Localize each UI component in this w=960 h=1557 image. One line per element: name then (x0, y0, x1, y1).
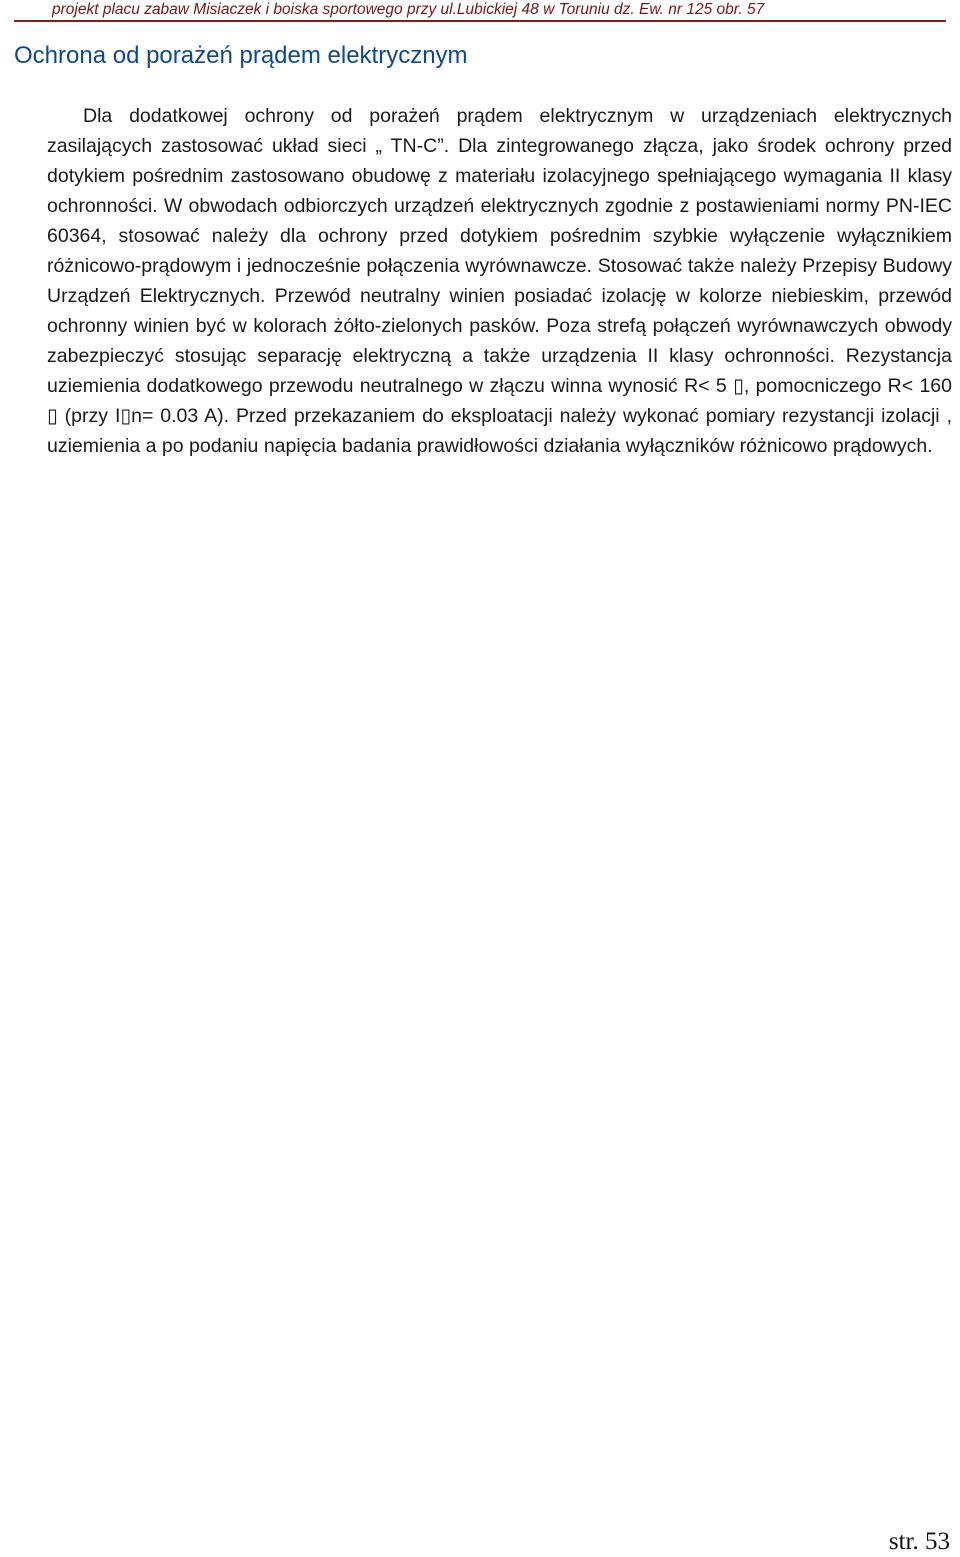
header-divider (14, 20, 946, 22)
page-number: str. 53 (888, 1528, 950, 1555)
body-paragraph: Dla dodatkowej ochrony od porażeń prądem elektrycznym w urządzeniach elektrycznych zasilających zastosować układ sieci „ TN-C”. Dla zintegrowanego złącza, jako środek ochrony przed dotykiem pośrednim zastosowano obudowę z materiału izolacyjnego spełniającego wymagania II klasy ochronności. W obwodach odbiorczych urządzeń elektrycznych zgodnie z postawieniami normy PN-IEC 60364, stosować należy dla ochrony przed dotykiem pośrednim szybkie wyłączenie wyłącznikiem różnicowo-prądowym i jednocześnie połączenia wyrównawcze. Stosować także należy Przepisy Budowy Urządzeń Elektrycznych. Przewód neutralny winien posiadać izolację w kolorze niebieskim, przewód ochronny winien być w kolorach żółto-zielonych pasków. Poza strefą połączeń wyrównawczych obwody zabezpieczyć stosując separację elektryczną a także urządzenia II klasy ochronności. Rezystancja uziemienia dodatkowego przewodu neutralnego w złączu winna wynosić R< 5 ▯, pomocniczego R< 160 ▯ (przy I▯n= 0.03 A). Przed przekazaniem do eksploatacji należy wykonać pomiary rezystancji izolacji , uziemienia a po podaniu napięcia badania prawidłowości działania wyłączników różnicowo prądowych. (47, 105, 952, 457)
page-header (0, 0, 960, 22)
section-heading: Ochrona od porażeń prądem elektrycznym (14, 42, 468, 69)
header-text: projekt placu zabaw Misiaczek i boiska sportowego przy ul.Lubickiej 48 w Toruniu dz. Ew. nr 125 obr. 57 (52, 1, 765, 18)
